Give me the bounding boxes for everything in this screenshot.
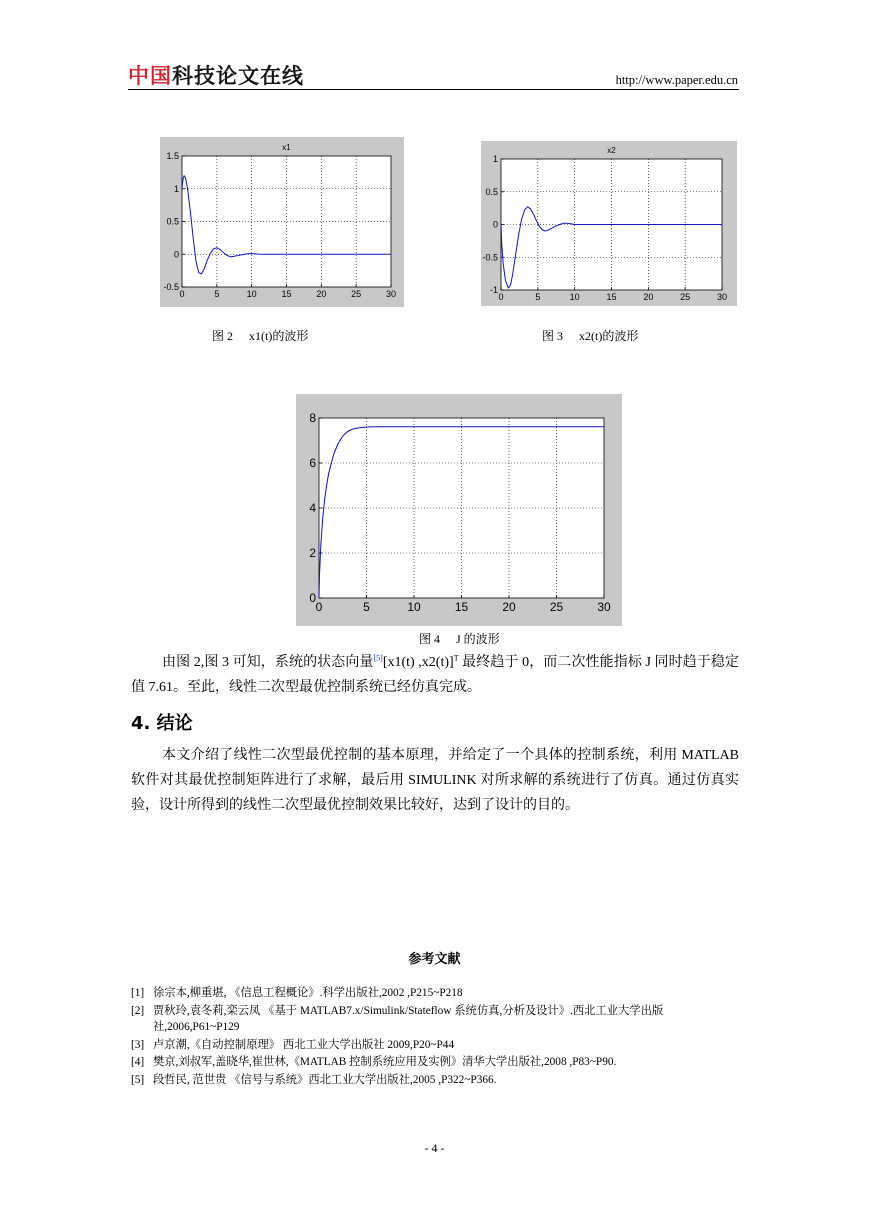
logo-red-text: 中国 — [128, 64, 172, 88]
figure-4-caption — [419, 630, 500, 647]
y-tick-label: 0 — [492, 219, 498, 230]
x-tick-label: 5 — [214, 289, 220, 299]
y-tick-label: 0.5 — [485, 186, 498, 197]
reference-text: 樊京,刘叔军,盖晓华,崔世林,《MATLAB 控制系统应用及实例》清华大学出版社,2008 ,P83~P90. — [153, 1056, 617, 1068]
chart-title: x2 — [607, 146, 616, 155]
x-tick-label: 25 — [351, 289, 362, 299]
y-tick-label: 1 — [173, 183, 179, 194]
paragraph-result — [131, 650, 739, 700]
y-tick-label: -0.5 — [482, 252, 498, 263]
x-tick-label: 0 — [179, 289, 185, 299]
logo-black-text: 科技论文在线 — [172, 64, 304, 88]
x-tick-label: 10 — [407, 600, 421, 614]
reference-item — [131, 985, 741, 1001]
y-tick-label: 0 — [309, 591, 316, 606]
reference-text: 段哲民, 范世贵 《信号与系统》西北工业大学出版社,2005 ,P322~P366. — [153, 1074, 497, 1086]
y-tick-label: 0.5 — [166, 216, 179, 227]
x-tick-label: 30 — [385, 289, 397, 299]
figure-2-caption — [212, 327, 308, 344]
reference-item — [131, 1072, 741, 1088]
citation-link[interactable]: [5] — [373, 653, 383, 663]
paragraph-conclusion: 本文介绍了线性二次型最优控制的基本原理，并给定了一个具体的控制系统，利用 MATLAB 软件对其最优控制矩阵进行了求解，最后用 SIMULINK 对所求解的系统进行了仿真。通过仿真实验，设计所得到的线性二次型最优控制效果比较好，达到了设计的目的。 — [131, 748, 739, 813]
reference-number: [5] — [131, 1074, 145, 1086]
x-tick-label: 30 — [716, 292, 728, 302]
x-tick-label: 25 — [549, 600, 564, 614]
chart-x1 — [160, 137, 404, 307]
x-tick-label: 25 — [680, 292, 691, 302]
header-url: http://www.paper.edu.cn — [615, 73, 738, 87]
x-tick-label: 15 — [606, 292, 617, 302]
figure-2-caption-text: x1(t)的波形 — [249, 329, 309, 343]
paragraph-result-text-b: [x1(t) ,x2(t)] — [382, 655, 454, 670]
figure-3-caption-text: x2(t)的波形 — [579, 329, 639, 343]
figure-4-caption-text: J 的波形 — [456, 632, 500, 646]
x-tick-label: 10 — [246, 289, 257, 299]
reference-item — [131, 1037, 741, 1053]
paragraph-result-text-a: 由图 2,图 3 可知，系统的状态向量 — [162, 655, 374, 670]
paragraph-result-text-c: 最终趋于 0，而二次性能指标 J 同时趋于稳定值 7.61。至此，线性二次型最优控制系统已经仿真完成。 — [131, 655, 739, 695]
y-tick-label: 2 — [309, 546, 316, 561]
reference-number: [3] — [131, 1039, 145, 1051]
figure-x2 — [481, 141, 737, 306]
y-tick-label: 1 — [492, 154, 498, 165]
figure-2-caption-num: 图 2 — [212, 329, 234, 343]
figure-3-caption — [542, 327, 638, 344]
reference-item — [131, 1054, 741, 1070]
y-tick-label: 8 — [309, 411, 316, 426]
x-tick-label: 0 — [315, 600, 323, 614]
chart-x2 — [481, 141, 737, 306]
y-tick-label: 1.5 — [166, 151, 179, 162]
chart-j — [296, 394, 622, 626]
figure-3-caption-num: 图 3 — [542, 329, 564, 343]
chart-title: x1 — [282, 143, 291, 152]
section-title: 4. 结论 — [131, 713, 193, 734]
reference-number: [4] — [131, 1056, 145, 1068]
reference-text: 贾秋玲,袁冬莉,栾云凤 《基于 MATLAB7.x/Simulink/Stateflow 系统仿真,分析及设计》.西北工业大学出版社,2006,P61~P129 — [153, 1005, 664, 1033]
references-title: 参考文献 — [408, 952, 461, 967]
figure-x1 — [160, 137, 404, 307]
logo — [128, 60, 304, 90]
page-number: - 4 - — [424, 1141, 445, 1155]
x-tick-label: 20 — [316, 289, 327, 299]
x-tick-label: 20 — [643, 292, 654, 302]
y-tick-label: 6 — [309, 456, 316, 471]
reference-number: [1] — [131, 987, 145, 999]
reference-text: 卢京潮,《自动控制原理》 西北工业大学出版社 2009,P20~P44 — [153, 1039, 455, 1051]
x-tick-label: 0 — [498, 292, 504, 302]
transpose-superscript: T — [453, 653, 459, 663]
y-tick-label: -0.5 — [163, 282, 179, 293]
reference-text: 徐宗本,柳重堪, 《信息工程概论》.科学出版社,2002 ,P215~P218 — [153, 987, 463, 999]
header-rule — [128, 89, 739, 90]
y-tick-label: 4 — [309, 501, 316, 516]
x-tick-label: 30 — [597, 600, 611, 614]
y-tick-label: -1 — [489, 285, 498, 296]
x-tick-label: 5 — [363, 600, 370, 614]
x-tick-label: 5 — [535, 292, 541, 302]
reference-number: [2] — [131, 1005, 145, 1017]
x-tick-label: 10 — [569, 292, 580, 302]
y-tick-label: 0 — [173, 249, 179, 260]
x-tick-label: 15 — [281, 289, 292, 299]
figure-j — [296, 394, 622, 626]
x-tick-label: 20 — [502, 600, 516, 614]
reference-item — [131, 1003, 741, 1035]
figure-4-caption-num: 图 4 — [419, 632, 441, 646]
x-tick-label: 15 — [454, 600, 469, 614]
